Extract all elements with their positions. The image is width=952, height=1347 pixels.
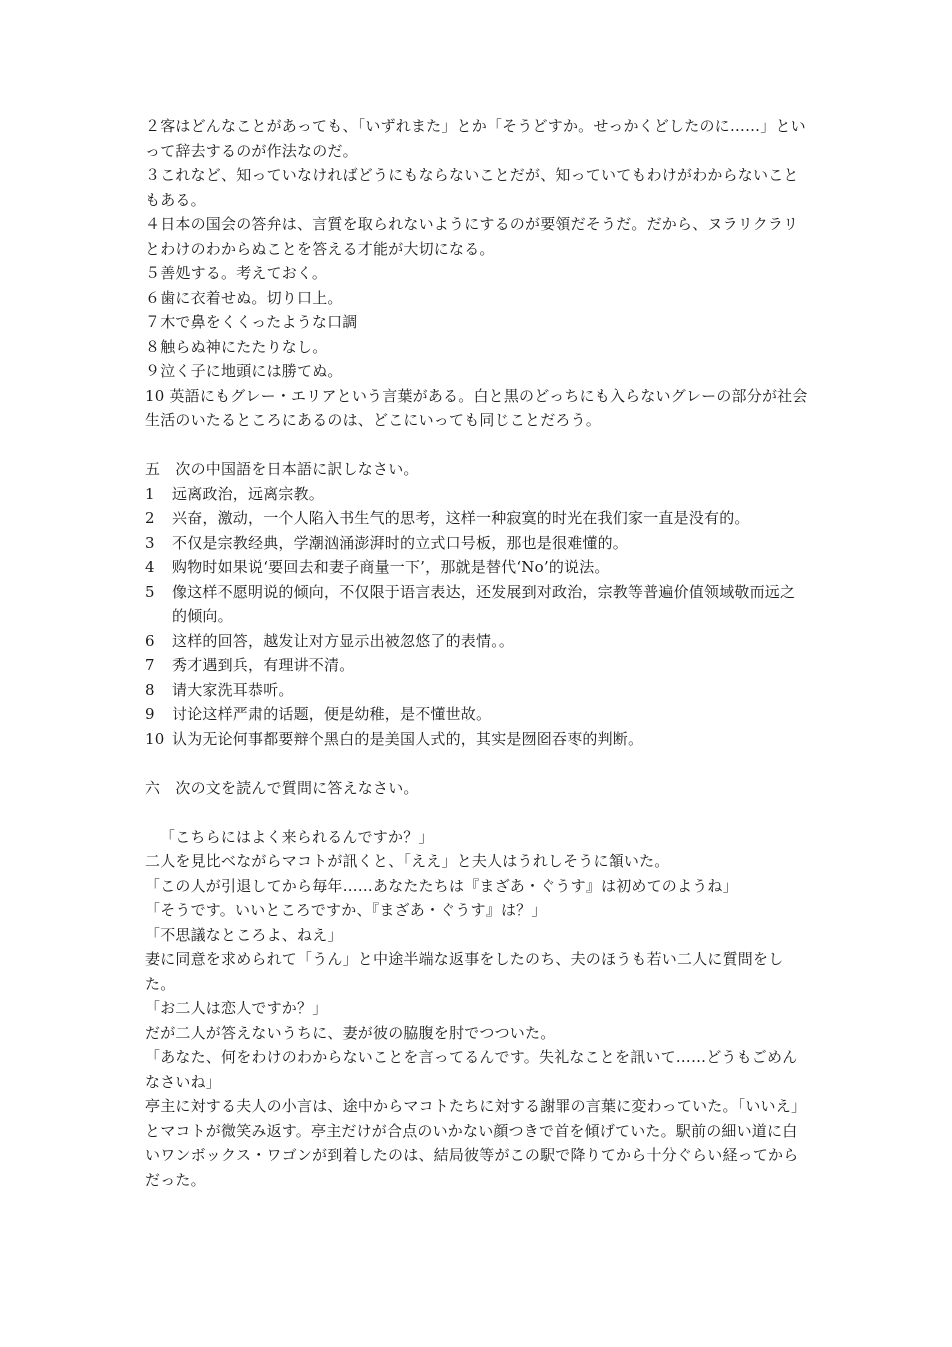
item-number: 6 — [145, 631, 155, 650]
item-number: 4 — [145, 558, 155, 576]
list-item: ７木で鼻をくくったような口調 — [145, 313, 358, 331]
item-text: 远离政治，远离宗教。 — [172, 484, 325, 503]
item-text: 兴奋，激动，一个人陷入书生气的思考，这样一种寂寞的时光在我们家一直是没有的。 — [172, 509, 750, 527]
section-6 — [145, 776, 810, 1193]
list-item: ６歯に衣着せぬ。切り口上。 — [145, 288, 343, 307]
section-4-items — [145, 114, 810, 433]
list-item — [145, 727, 810, 752]
list-item — [145, 580, 810, 629]
passage-paragraph: 「お二人は恋人ですか？」 — [145, 999, 328, 1017]
passage-paragraph: 「あなた、何をわけのわからないことを言ってるんです。失礼なことを訊いて……どうもごめんなさいね」 — [145, 1048, 798, 1091]
item-text: 像这样不愿明说的倾向，不仅限于语言表达，还发展到对政治，宗教等普遍价值领域敬而远之的倾向。 — [172, 582, 796, 625]
spacer — [145, 800, 810, 825]
list-item — [145, 653, 810, 678]
item-text: 讨论这样严肃的话题，便是幼稚，是不懂世故。 — [172, 705, 492, 723]
item-number: 2 — [145, 509, 155, 527]
spacer — [145, 751, 810, 776]
list-item: ２客はどんなことがあっても、「いずれまた」とか「そうどすか。せっかくどしたのに……」といって辞去するのが作法なのだ。 — [145, 117, 806, 160]
list-item — [145, 678, 810, 703]
passage-paragraph: 「不思議なところよ、ねえ」 — [145, 925, 343, 944]
spacer — [145, 433, 810, 458]
passage-paragraph: 二人を見比べながらマコトが訊くと、「ええ」と夫人はうれしそうに頷いた。 — [145, 852, 670, 870]
list-item — [145, 482, 810, 507]
list-item — [145, 555, 810, 580]
item-text: 请大家洗耳恭听。 — [172, 680, 294, 699]
passage-paragraph: 「そうです。いいところですか、『まざあ・ぐうす』は？」 — [145, 901, 547, 919]
section-heading: 五 次の中国語を日本語に訳しなさい。 — [145, 460, 419, 478]
list-item: ９泣く子に地頭には勝てぬ。 — [145, 362, 343, 380]
section-heading: 六 次の文を読んで質問に答えなさい。 — [145, 778, 419, 797]
item-number: 9 — [145, 705, 155, 723]
list-item — [145, 506, 810, 531]
item-text: 这样的回答，越发让对方显示出被忽悠了的表情。。 — [172, 631, 515, 650]
passage-paragraph: 亭主に対する夫人の小言は、途中からマコトたちに対する謝罪の言葉に変わっていた。「いいえ」とマコトが微笑み返す。亭主だけが合点のいかない顔つきで首を傾げていた。駅前の細い道に白いワンボックス・ワゴンが到着したのは、結局彼等がこの駅で降りてから十分ぐらい経ってからだった。 — [145, 1097, 807, 1189]
list-item: 10 英語にもグレー・エリアという言葉がある。白と黒のどっちにも入らないグレーの部分が社会生活のいたるところにあるのは、どこにいっても同じことだろう。 — [145, 386, 808, 429]
list-item: ４日本の国会の答弁は、言質を取られないようにするのが要領だそうだ。だから、ヌラリクラリとわけのわからぬことを答える才能が大切になる。 — [145, 215, 799, 258]
passage-paragraph: 「こちらにはよく来られるんですか？」 — [160, 827, 434, 846]
section-5 — [145, 457, 810, 751]
passage-paragraph: 「この人が引退してから毎年……あなたたちは『まざあ・ぐうす』は初めてのようね」 — [145, 876, 738, 895]
list-item: ５善処する。考えておく。 — [145, 264, 328, 282]
item-number: 3 — [145, 533, 155, 552]
item-number: 8 — [145, 680, 155, 699]
item-number: 7 — [145, 656, 155, 674]
list-item: ３これなど、知っていなければどうにもならないことだが、知っていてもわけがわからないこともある。 — [145, 166, 799, 209]
item-text: 不仅是宗教经典，学潮汹涌澎湃时的立式口号板，那也是很难懂的。 — [172, 533, 629, 552]
list-item: ８触らぬ神にたたりなし。 — [145, 337, 328, 356]
item-text: 购物时如果说‘要回去和妻子商量一下’，那就是替代‘No’的说法。 — [172, 558, 610, 576]
item-text: 秀才遇到兵，有理讲不清。 — [172, 656, 355, 674]
list-item — [145, 702, 810, 727]
item-number: 10 — [145, 729, 165, 748]
document-body — [145, 114, 810, 1192]
list-item — [145, 531, 810, 556]
passage-paragraph: 妻に同意を求められて「うん」と中途半端な返事をしたのち、夫のほうも若い二人に質問をした。 — [145, 950, 784, 993]
passage-paragraph: だが二人が答えないうちに、妻が彼の脇腹を肘でつついた。 — [145, 1023, 556, 1042]
list-item — [145, 629, 810, 654]
item-text: 认为无论何事都要辩个黑白的是美国人式的，其实是囫囵吞枣的判断。 — [172, 729, 644, 748]
item-number: 1 — [145, 484, 155, 503]
item-number: 5 — [145, 582, 155, 601]
